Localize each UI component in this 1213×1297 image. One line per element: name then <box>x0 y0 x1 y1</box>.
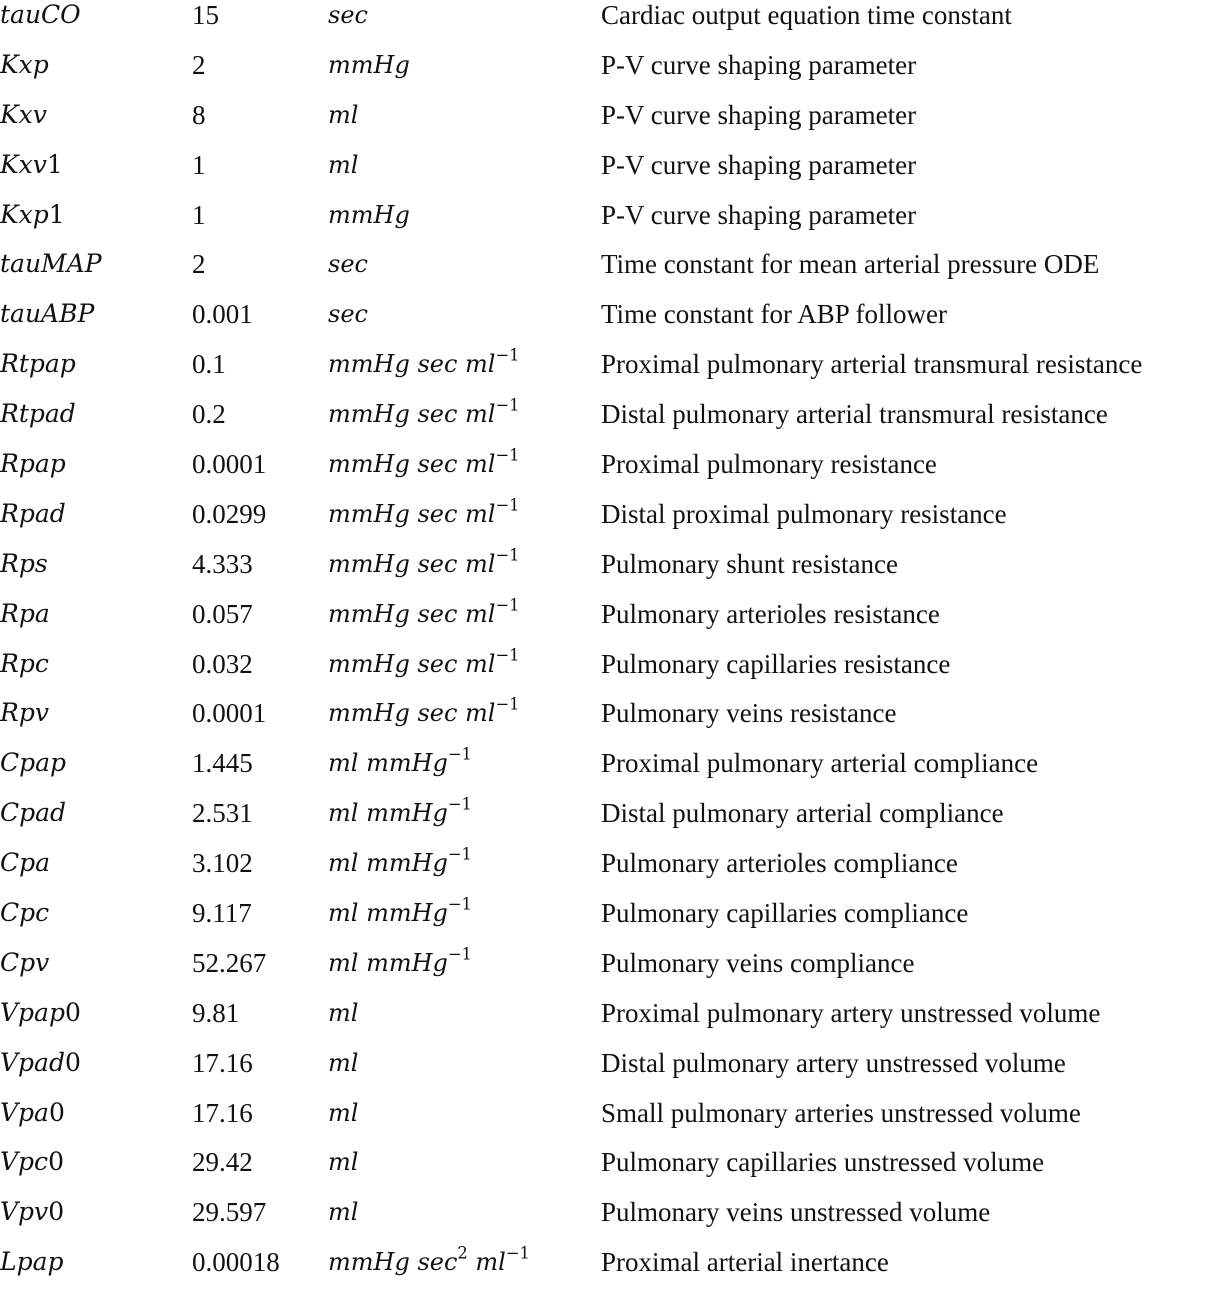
parameter-unit: ml <box>328 1198 359 1227</box>
table-row <box>0 1098 1213 1148</box>
parameter-name: Kxv <box>0 99 47 129</box>
parameter-description: Proximal pulmonary artery unstressed volume <box>601 997 1101 1028</box>
parameter-value: 0.1 <box>192 349 226 380</box>
parameter-name: Rtpap <box>0 349 76 379</box>
parameter-value: 15 <box>192 0 219 30</box>
table-row <box>0 150 1213 200</box>
parameter-description: Pulmonary veins resistance <box>601 698 897 729</box>
parameter-value: 1 <box>192 199 206 230</box>
parameter-value: 0.0299 <box>192 498 267 529</box>
parameter-value: 9.117 <box>192 898 252 929</box>
parameter-description: Cardiac output equation time constant <box>601 0 1012 30</box>
table-row <box>0 200 1213 250</box>
parameter-name: Vpa0 <box>0 1097 65 1127</box>
parameter-unit: mmHg $\sec ml^{-1}$ <box>328 644 520 678</box>
parameter-name: Kxp1 <box>0 199 65 229</box>
table-row <box>0 894 1213 948</box>
parameter-unit: ml <box>328 150 359 179</box>
table-row <box>0 1197 1213 1247</box>
parameter-value: 0.2 <box>192 399 226 430</box>
parameter-description: P-V curve shaping parameter <box>601 99 917 130</box>
parameter-name: Cpc <box>0 898 50 928</box>
table-row <box>0 495 1213 549</box>
parameter-unit: mmHg $\sec ml^{-1}$ <box>328 395 520 429</box>
parameter-description: Proximal pulmonary resistance <box>601 449 937 480</box>
table-row <box>0 1048 1213 1098</box>
parameter-name: Kxp <box>0 49 49 79</box>
parameter-name: Cpap <box>0 748 67 778</box>
parameter-unit: ml mmHg$^{-1}$ <box>328 844 472 878</box>
parameter-value: 9.81 <box>192 997 240 1028</box>
parameter-unit: sec <box>328 250 368 279</box>
parameter-name: tauABP <box>0 299 95 329</box>
parameter-description: Proximal pulmonary arterial compliance <box>601 748 1039 779</box>
parameter-description: Pulmonary veins unstressed volume <box>601 1197 991 1228</box>
table-row <box>0 794 1213 848</box>
parameter-description: Distal pulmonary arterial compliance <box>601 798 1004 829</box>
parameter-name: Rtpad <box>0 399 76 429</box>
parameter-description: Pulmonary capillaries compliance <box>601 898 969 929</box>
parameter-value: 29.597 <box>192 1197 267 1228</box>
parameter-unit: ml mmHg$^{-1}$ <box>328 944 472 977</box>
parameter-description: P-V curve shaping parameter <box>601 199 917 230</box>
parameter-value: 1.445 <box>192 748 253 779</box>
parameter-unit: sec <box>328 1 368 29</box>
parameter-name: Cpa <box>0 848 51 878</box>
parameter-description: P-V curve shaping parameter <box>601 149 917 180</box>
parameter-unit: mmHg $\sec ml^{-1}$ <box>328 495 520 528</box>
parameter-description: Pulmonary arterioles compliance <box>601 848 958 879</box>
parameter-description: Time constant for mean arterial pressure ODE <box>601 249 1100 280</box>
parameter-description: Pulmonary shunt resistance <box>601 548 898 579</box>
parameter-description: Pulmonary arterioles resistance <box>601 598 940 629</box>
parameter-unit: mmHg <box>328 200 410 229</box>
parameter-value: 8 <box>192 99 206 130</box>
parameter-name: Lpap <box>0 1247 64 1277</box>
table-row <box>0 998 1213 1048</box>
parameter-value: 0.0001 <box>192 698 267 729</box>
table-row <box>0 0 1213 50</box>
parameter-description: Distal proximal pulmonary resistance <box>601 498 1007 529</box>
parameter-name: Vpv0 <box>0 1197 65 1227</box>
parameter-unit: ml <box>328 1098 359 1127</box>
parameter-description: Proximal pulmonary arterial transmural resistance <box>601 349 1143 380</box>
parameter-unit: mmHg <box>328 50 410 79</box>
table-row <box>0 299 1213 349</box>
table-row <box>0 545 1213 599</box>
parameter-name: Cpv <box>0 947 50 977</box>
table-row <box>0 594 1213 649</box>
table-row <box>0 1243 1213 1297</box>
parameter-value: 52.267 <box>192 947 267 978</box>
table-row <box>0 50 1213 100</box>
table-row <box>0 644 1213 699</box>
parameter-name: Rpa <box>0 598 50 628</box>
parameter-unit: ml mmHg$^{-1}$ <box>328 894 472 928</box>
parameter-description: Pulmonary capillaries unstressed volume <box>601 1147 1045 1178</box>
parameter-description: Proximal arterial inertance <box>601 1247 889 1278</box>
table-row <box>0 694 1213 748</box>
parameter-name: tauMAP <box>0 249 102 279</box>
parameter-description: Time constant for ABP follower <box>601 299 947 330</box>
parameter-unit: mmHg $\sec ml^{-1}$ <box>328 694 520 728</box>
parameter-unit: mmHg $\sec ml^{-1}$ <box>328 594 520 628</box>
parameter-name: Vpad0 <box>0 1047 81 1077</box>
parameter-description: Pulmonary veins compliance <box>601 947 915 978</box>
parameter-value: 2.531 <box>192 798 253 829</box>
parameter-unit: ml <box>328 1048 359 1077</box>
parameter-value: 0.0001 <box>192 449 267 480</box>
table-row <box>0 744 1213 798</box>
parameter-description: Small pulmonary arteries unstressed volume <box>601 1097 1081 1128</box>
parameter-value: 17.16 <box>192 1047 253 1078</box>
parameter-name: Rpc <box>0 648 49 678</box>
parameter-unit: ml <box>328 1148 359 1177</box>
table-row <box>0 249 1213 299</box>
parameter-unit: ml mmHg$^{-1}$ <box>328 794 472 828</box>
parameter-unit: ml <box>328 100 359 129</box>
table-row <box>0 445 1213 499</box>
table-row <box>0 944 1213 998</box>
parameter-unit: sec <box>328 300 368 329</box>
parameter-name: Rpv <box>0 698 49 728</box>
parameter-name: tauCO <box>0 0 81 29</box>
table-row <box>0 1147 1213 1197</box>
parameter-value: 0.032 <box>192 648 253 679</box>
parameter-name: Vpap0 <box>0 997 81 1027</box>
parameter-value: 2 <box>192 249 206 280</box>
parameter-description: Pulmonary capillaries resistance <box>601 648 951 679</box>
parameter-value: 2 <box>192 49 206 80</box>
parameter-unit: ml <box>328 998 359 1027</box>
parameter-name: Rps <box>0 548 48 578</box>
parameter-name: Cpad <box>0 798 67 828</box>
parameter-description: P-V curve shaping parameter <box>601 49 917 80</box>
table-row <box>0 100 1213 150</box>
parameter-name: Rpad <box>0 498 66 528</box>
parameter-name: Rpap <box>0 449 66 479</box>
parameter-unit: mmHg $\sec^2 ml^{-1}$ <box>328 1243 530 1277</box>
parameter-description: Distal pulmonary arterial transmural resistance <box>601 399 1108 430</box>
parameter-value: 1 <box>192 149 206 180</box>
parameter-unit: ml mmHg$^{-1}$ <box>328 744 472 778</box>
table-row <box>0 395 1213 449</box>
table-row <box>0 345 1213 399</box>
parameter-unit: mmHg $\sec ml^{-1}$ <box>328 345 520 379</box>
parameter-value: 29.42 <box>192 1147 253 1178</box>
parameter-unit: mmHg $\sec ml^{-1}$ <box>328 445 520 479</box>
parameter-value: 0.001 <box>192 299 253 330</box>
parameter-value: 3.102 <box>192 848 253 879</box>
parameter-description: Distal pulmonary artery unstressed volume <box>601 1047 1066 1078</box>
table-row <box>0 844 1213 898</box>
parameter-name: Kxv1 <box>0 149 63 179</box>
parameter-value: 17.16 <box>192 1097 253 1128</box>
parameter-value: 4.333 <box>192 548 253 579</box>
parameter-unit: mmHg $\sec ml^{-1}$ <box>328 545 520 578</box>
parameter-name: Vpc0 <box>0 1147 64 1177</box>
parameter-value: 0.00018 <box>192 1247 280 1278</box>
parameter-value: 0.057 <box>192 598 253 629</box>
